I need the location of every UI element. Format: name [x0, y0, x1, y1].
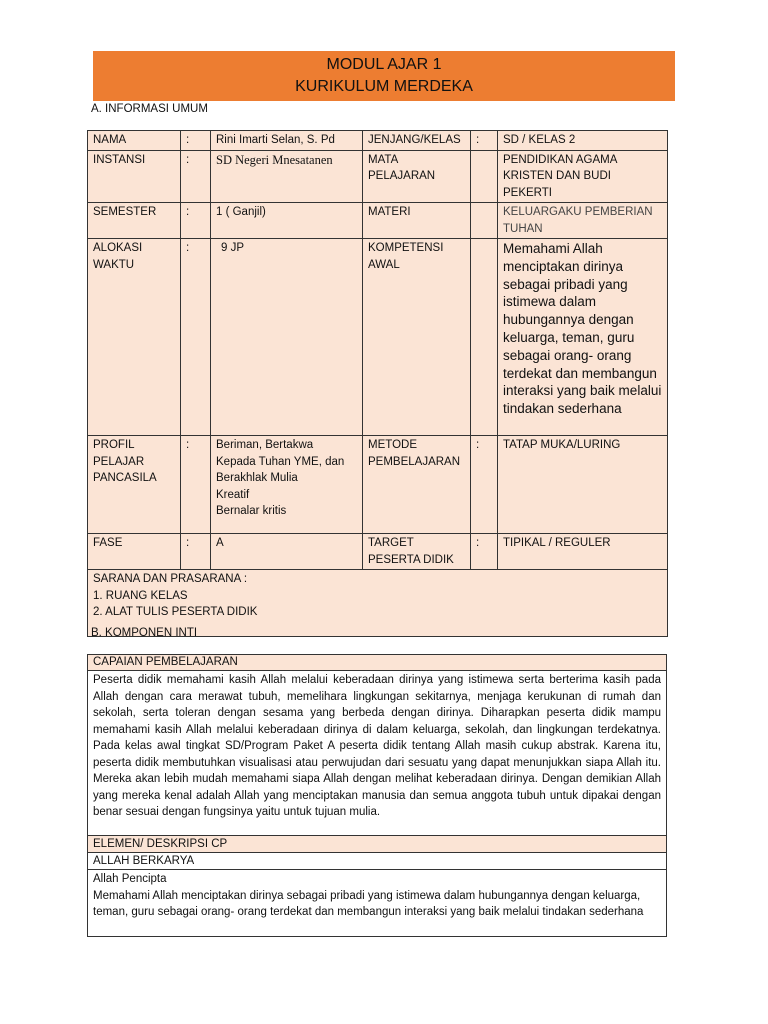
title-line2: KURIKULUM MERDEKA: [295, 78, 473, 95]
label: INSTANSI: [88, 150, 181, 203]
elemen-value: ALLAH BERKARYA: [88, 853, 667, 870]
mapel-value: PENDIDIKAN AGAMA KRISTEN DAN BUDI PEKERTI: [498, 150, 668, 203]
colon: :: [471, 436, 498, 534]
desc-cell: Allah Pencipta Memahami Allah menciptakan dirinya sebagai pribadi yang istimewa dalam hubungannya dengan keluarga, teman, guru sebagai orang- orang terdekat dan membangun interaksi yang baik melalui tindakan sederhana: [88, 870, 667, 937]
jenjang-value: SD / KELAS 2: [498, 131, 668, 151]
colon: :: [471, 534, 498, 570]
title-line1: MODUL AJAR 1: [326, 56, 442, 73]
profil-value: Beriman, Bertakwa Kepada Tuhan YME, dan Berakhlak Mulia Kreatif Bernalar kritis: [211, 436, 363, 534]
label: ALOKASI WAKTU: [88, 239, 181, 436]
label: TARGET PESERTA DIDIK: [363, 534, 471, 570]
row-profil: [88, 436, 668, 534]
info-table: [87, 130, 668, 637]
colon: :: [181, 150, 211, 203]
cp-label: CAPAIAN PEMBELAJARAN: [88, 655, 667, 671]
label: NAMA: [88, 131, 181, 151]
label: MATA PELAJARAN: [363, 150, 471, 203]
label: JENJANG/KELAS: [363, 131, 471, 151]
sarana-cell: SARANA DAN PRASARANA : 1. RUANG KELAS 2. ALAT TULIS PESERTA DIDIK: [88, 570, 668, 637]
nama-value: Rini Imarti Selan, S. Pd: [211, 131, 363, 151]
fase-value: A: [211, 534, 363, 570]
colon: :: [181, 131, 211, 151]
cp-text: Peserta didik memahami kasih Allah melalui keberadaan dirinya yang istimewa serta berterima kasih pada Allah dengan cara merawat tubuh, memelihara lingkungan sekitarnya, menjaga kerukunan di rumah dan sekolah, serta toleran dengan sesama yang berbeda dengan dirinya. Diharapkan peserta didik mampu memahami kasih Allah melalui keberadaan dirinya di dalam keluarga, sekolah, dan lingkungan terdekatnya. Pada kelas awal tingkat SD/Program Paket A peserta didik tentang Allah masih cukup abstrak. Karena itu, peserta didik membutuhkan visualisasi atau perwujudan dari sesuatu yang dapat menunjukkan siapa Allah itu. Mereka akan lebih mudah memahami siapa Allah dengan melihat keberadaan dirinya. Dengan demikian Allah yang mereka kenal adalah Allah yang menciptakan manusia dan semua anggota tubuh untuk dipakai dengan benar sesuai dengan fungsinya yaitu untuk tujuan mulia.: [88, 671, 667, 836]
row-instansi: [88, 150, 668, 203]
materi-value: KELUARGAKU PEMBERIAN TUHAN: [498, 203, 668, 239]
instansi-value: SD Negeri Mnesatanen: [211, 150, 363, 203]
colon: :: [471, 131, 498, 151]
metode-value: TATAP MUKA/LURING: [498, 436, 668, 534]
section-b-heading: B. KOMPONEN INTI: [91, 627, 198, 639]
label: FASE: [88, 534, 181, 570]
label: MATERI: [363, 203, 471, 239]
label: PROFIL PELAJAR PANCASILA: [88, 436, 181, 534]
colon: :: [181, 436, 211, 534]
label: SEMESTER: [88, 203, 181, 239]
row-nama: [88, 131, 668, 151]
row-alokasi: [88, 239, 668, 436]
semester-value: 1 ( Ganjil): [211, 203, 363, 239]
label: KOMPETENSI AWAL: [363, 239, 471, 436]
colon: :: [181, 203, 211, 239]
elemen-label: ELEMEN/ DESKRIPSI CP: [88, 836, 667, 853]
section-a-heading: A. INFORMASI UMUM: [91, 103, 208, 115]
title-banner: [93, 51, 675, 101]
label: METODE PEMBELAJARAN: [363, 436, 471, 534]
inti-table: [87, 654, 667, 937]
row-fase: [88, 534, 668, 570]
target-value: TIPIKAL / REGULER: [498, 534, 668, 570]
colon: :: [181, 534, 211, 570]
colon: :: [181, 239, 211, 436]
row-semester: [88, 203, 668, 239]
alokasi-value: 9 JP: [211, 239, 363, 436]
kompetensi-value: Memahami Allah menciptakan dirinya sebagai pribadi yang istimewa dalam hubungannya dengan keluarga, teman, guru sebagai orang- orang terdekat dan membangun interaksi yang baik melalui tindakan sederhana: [498, 239, 668, 436]
